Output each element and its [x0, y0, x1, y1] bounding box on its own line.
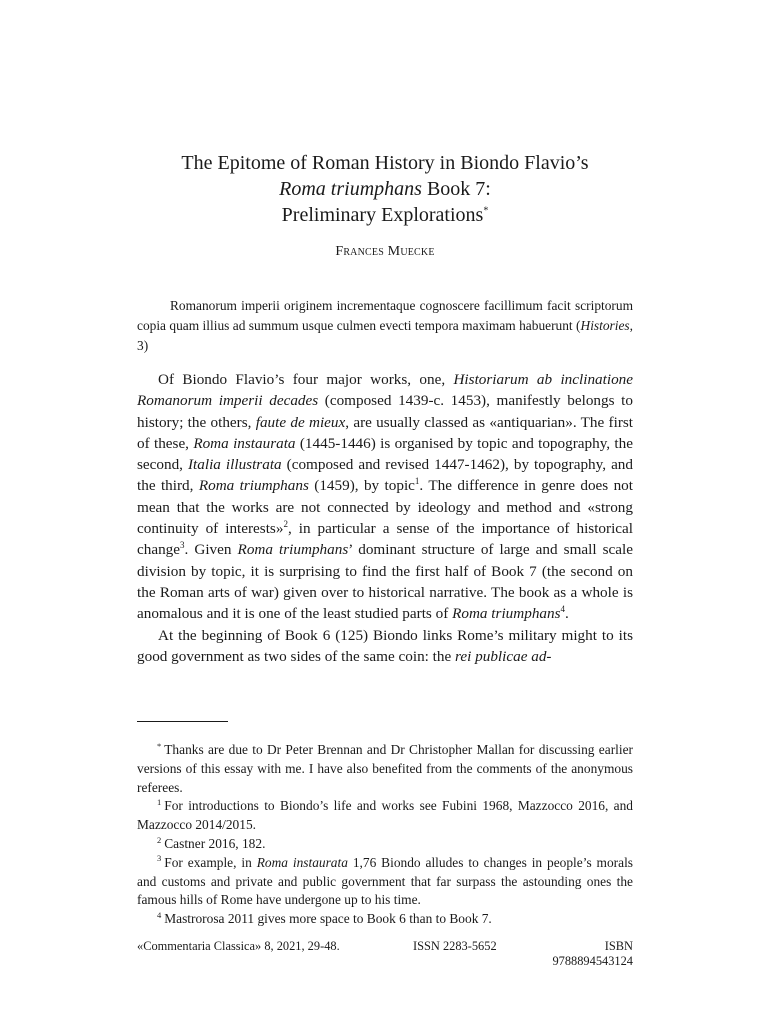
footnotes [137, 741, 633, 929]
italic-text: rei publicae ad- [455, 647, 552, 665]
journal-citation: «Commentaria Classica» 8, 2021, 29-48. [137, 939, 340, 953]
text-run: Castner 2016, 182. [164, 835, 266, 851]
footnote-number: 4 [157, 909, 162, 920]
footnote-ref: 2 [283, 519, 288, 530]
footnote-ref: 4 [560, 604, 566, 615]
footnote [137, 741, 633, 797]
epigraph-text [137, 296, 633, 356]
footnote-ref: 3 [180, 540, 185, 551]
page-footer [137, 939, 633, 969]
text-run: . [565, 605, 569, 623]
italic-text: Roma triumphans [237, 541, 349, 559]
text-run: ’ dominant structure of large and small scale division by topic, it is surprising to find the first half of Book 7 (the second on the Roman arts of war) given over to historical narrative. The book as a whole is anomalous and it is one of the least studied parts of [137, 541, 633, 623]
italic-text: Roma triumphans [452, 605, 561, 623]
title-line-3-text: Preliminary Explorations [281, 204, 484, 226]
italic-text: faute de mieux [255, 413, 346, 431]
italic-text: Roma instaurata [193, 434, 296, 452]
footnote [137, 835, 633, 854]
italic-text: Roma instaurata [256, 854, 348, 870]
text-run: . The difference in genre does not mean that the works are not connected by ideology and method and «strong continuity of interests» [137, 477, 633, 538]
text-run: For introductions to Biondo’s life and works see Fubini 1968, Mazzocco 2016, and Mazzocco 2014/2015. [137, 798, 633, 833]
body-text [137, 369, 633, 667]
footnote-separator [137, 721, 228, 722]
article-title [0, 150, 770, 228]
text-run: For example, in [164, 854, 257, 870]
footnote-number: 2 [157, 834, 162, 845]
text-run: , in particular a sense of the importance of historical change [137, 520, 633, 559]
title-italic-work: Roma triumphans [279, 178, 422, 200]
title-line-1: The Epitome of Roman History in Biondo Flavio’s [181, 152, 589, 174]
footnote [137, 854, 633, 910]
text-run: Of Biondo Flavio’s four major works, one, [158, 371, 454, 388]
body-paragraph-1 [137, 369, 633, 625]
body-paragraph-2 [137, 625, 633, 668]
footnote [137, 797, 633, 835]
epigraph-source-rest: , 3) [137, 318, 633, 353]
text-run: (1445-1446) is organised by topic and topography, the second, [137, 434, 633, 474]
italic-text: Roma triumphans [198, 477, 309, 495]
author-name: Frances Muecke [335, 244, 435, 259]
epigraph-source: Histories [580, 318, 630, 333]
isbn: ISBN 9788894543124 [552, 939, 633, 968]
footnote-number: 1 [157, 796, 162, 807]
footnote-number: * [157, 740, 162, 751]
text-run: (composed and revised 1447-1462), by topography, and the third, [137, 456, 633, 495]
italic-text: Historiarum ab inclinatione Romanorum imperii decades [137, 371, 633, 410]
issn: ISSN 2283-5652 [413, 939, 497, 953]
text-run: (1459), by topic [308, 477, 415, 495]
title-footnote-mark: * [483, 205, 489, 217]
epigraph [137, 296, 633, 356]
text-run: , are usually classed as «antiquarian». The first of these, [137, 413, 634, 452]
text-run: At the beginning of Book 6 (125) Biondo links Rome’s military might to its good government as two sides of the same coin: the [137, 626, 633, 665]
title-line-2-rest: Book 7: [421, 178, 491, 200]
text-run: Mastrorosa 2011 gives more space to Book 6 than to Book 7. [164, 911, 492, 927]
footnote-number: 3 [157, 853, 162, 864]
text-run: . Given [184, 541, 238, 559]
text-run: 1,76 Biondo alludes to changes in people’s morals and customs and private and public government that far surpass the astounding ones the famous hills of Rome have undergone up to his time. [137, 854, 634, 908]
epigraph-quote: Romanorum imperii originem incrementaque cognoscere facillimum facit scriptorum copia quam illius ad summum usque culmen evecti tempora maximam habuerunt ( [137, 298, 633, 333]
text-run: Thanks are due to Dr Peter Brennan and Dr Christopher Mallan for discussing earlier versions of this essay with me. I have also benefited from the comments of the anonymous referees. [137, 742, 633, 795]
footnote [137, 910, 633, 929]
text-run: (composed 1439-c. 1453), manifestly belongs to history; the others, [137, 392, 633, 431]
footnote-ref: 1 [414, 476, 420, 487]
title-line-2 [0, 176, 770, 202]
italic-text: Italia illustrata [188, 456, 282, 474]
title-line-3 [0, 202, 770, 228]
